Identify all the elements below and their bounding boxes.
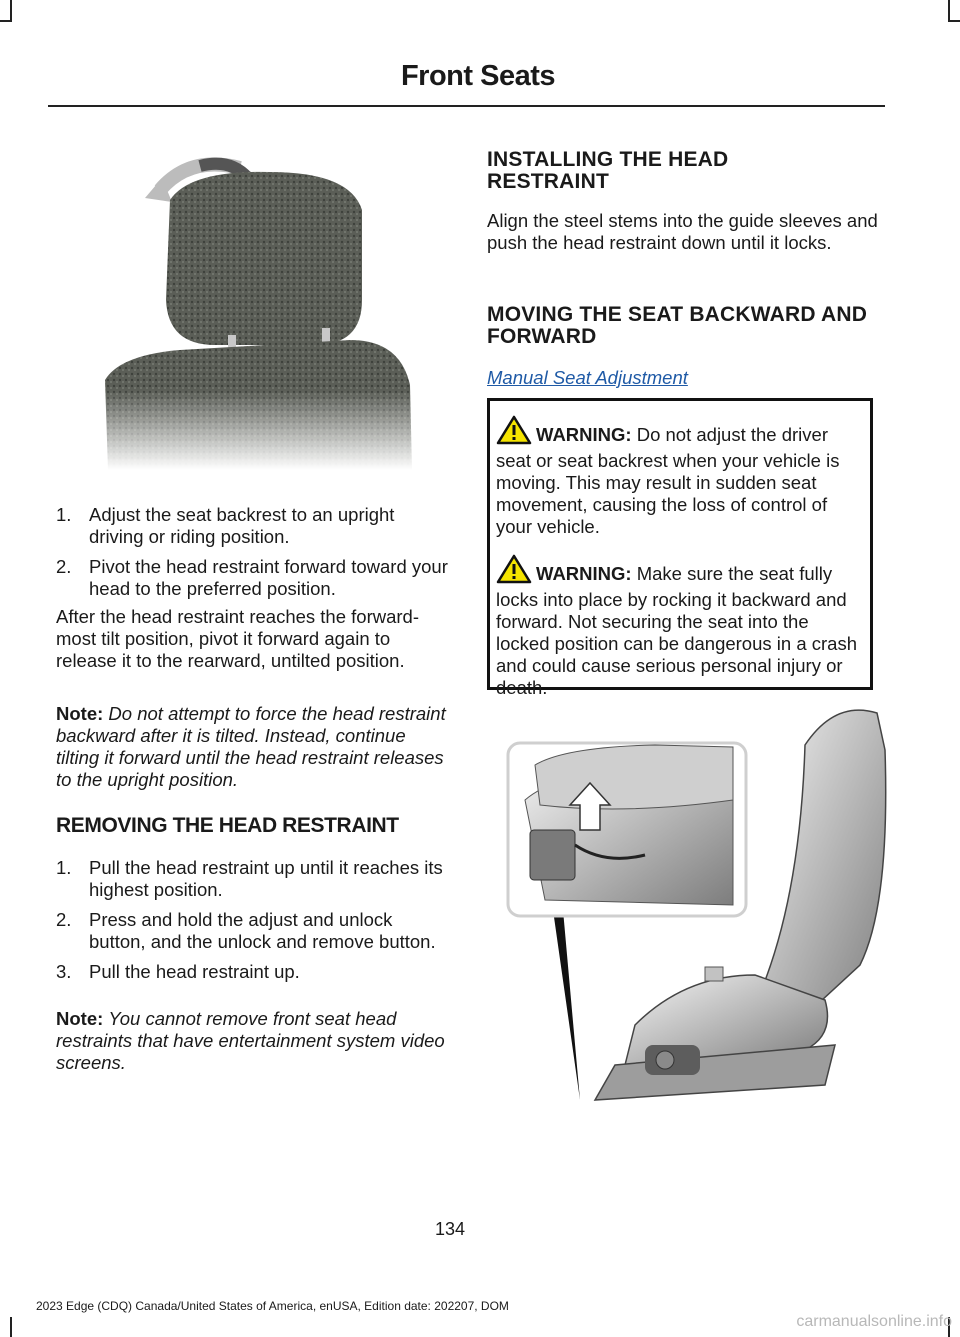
list-item — [56, 857, 449, 901]
list-item — [56, 556, 449, 600]
edition-line: 2023 Edge (CDQ) Canada/United States of America, enUSA, Edition date: 202207, DOM — [36, 1299, 509, 1313]
note-label: Note: — [56, 703, 104, 724]
warning-label: WARNING: — [536, 563, 632, 584]
note-label: Note: — [56, 1008, 104, 1029]
warning-box — [487, 398, 873, 698]
step-text: Adjust the seat backrest to an upright driving or riding position. — [89, 504, 395, 547]
step-number: 1. — [56, 504, 72, 525]
step-number: 1. — [56, 857, 72, 878]
crop-mark — [0, 20, 12, 22]
tilt-release-paragraph: After the head restraint reaches the forward-most tilt position, pivot it forward again to release it to the rearward, untilted position. — [56, 606, 419, 671]
crop-mark — [948, 0, 950, 20]
remove-steps — [56, 857, 449, 991]
warning-triangle-icon — [496, 415, 532, 450]
note-text: You cannot remove front seat head restraints that have entertainment system video screens. — [56, 1008, 445, 1073]
section-heading-remove: REMOVING THE HEAD RESTRAINT — [56, 814, 399, 837]
note-text: Do not attempt to force the head restraint backward after it is tilted. Instead, continue tilting it forward until the head restraint releases to the upright position. — [56, 703, 446, 790]
crop-mark — [10, 1317, 12, 1337]
list-item — [56, 909, 449, 953]
step-number: 2. — [56, 556, 72, 577]
seat-adjustment-illustration — [505, 705, 890, 1115]
tilt-steps — [56, 504, 449, 608]
crop-mark — [10, 0, 12, 20]
manual-seat-adjustment-link[interactable]: Manual Seat Adjustment — [487, 367, 688, 388]
crop-mark — [948, 20, 960, 22]
warning-text: Make sure the seat fully locks into place by rocking it backward and forward. Not securing the seat into the locked position can be dangerous in a crash and could cause serious personal injury or death. — [496, 563, 857, 698]
install-paragraph: Align the steel stems into the guide sleeves and push the head restraint down until it locks. — [487, 210, 878, 253]
page-number: 134 — [434, 1219, 466, 1239]
note-video-screens — [56, 1008, 449, 1074]
step-text: Pull the head restraint up until it reaches its highest position. — [89, 857, 443, 900]
warning-label: WARNING: — [536, 424, 632, 445]
warning-triangle-icon — [496, 554, 532, 589]
warning-lock — [496, 554, 864, 699]
section-heading-move: MOVING THE SEAT BACKWARD AND FORWARD — [487, 303, 868, 348]
note-force — [56, 703, 449, 791]
watermark: carmanualsonline.info — [796, 1313, 952, 1330]
list-item — [56, 961, 449, 983]
head-restraint-illustration — [100, 150, 420, 470]
step-text: Pivot the head restraint forward toward your head to the preferred position. — [89, 556, 448, 599]
step-number: 3. — [56, 961, 72, 982]
warning-text: Do not adjust the driver seat or seat backrest when your vehicle is moving. This may result in sudden seat movement, causing the loss of control of your vehicle. — [496, 424, 840, 537]
warning-driving — [496, 415, 864, 538]
list-item — [56, 504, 449, 548]
step-text: Press and hold the adjust and unlock button, and the unlock and remove button. — [89, 909, 436, 952]
step-text: Pull the head restraint up. — [89, 961, 300, 982]
header-divider — [48, 105, 885, 107]
section-heading-install: INSTALLING THE HEAD RESTRAINT — [487, 148, 729, 193]
step-number: 2. — [56, 909, 72, 930]
page-title: Front Seats — [400, 60, 555, 92]
